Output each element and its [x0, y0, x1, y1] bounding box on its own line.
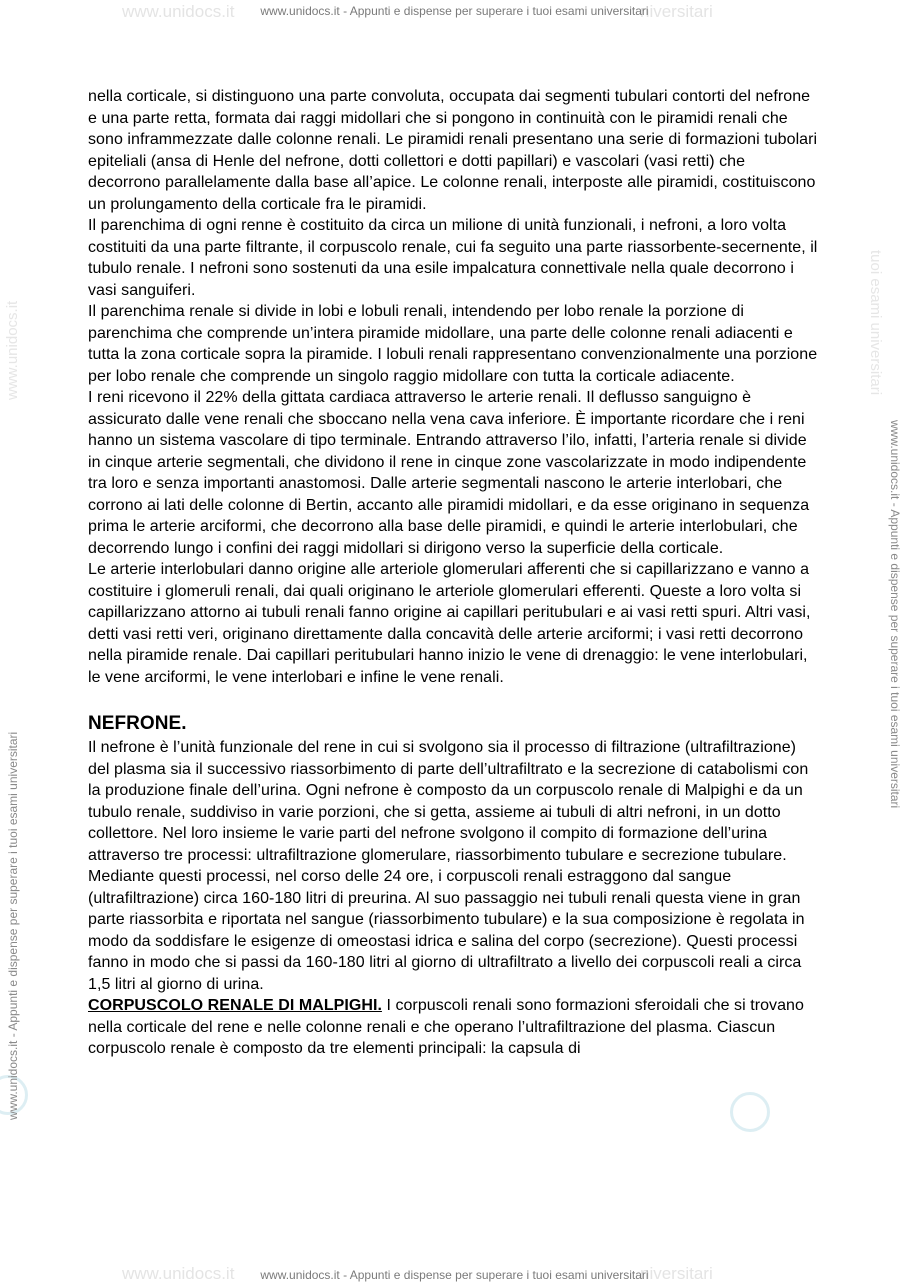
subheading-corpuscolo-renale: CORPUSCOLO RENALE DI MALPIGHI.	[88, 997, 382, 1014]
footer-ghost-watermark: www.unidocs.it	[122, 1264, 235, 1283]
unidocs-logo-mark-right	[730, 1092, 770, 1132]
right-ghost-watermark: tuoi esami universitari	[867, 250, 884, 396]
document-body	[88, 86, 818, 1060]
corpuscolo-text: I corpuscoli renali sono formazioni sferoidali che si trovano nella corticale del rene e nelle colonne renali e che operano l’ultrafiltrazione del plasma. Ciascun corpuscolo renale è composto da tre elementi principali: la capsula di	[88, 997, 804, 1057]
paragraph-vascolarizzazione: I reni ricevono il 22% della gittata cardiaca attraverso le arterie renali. Il deflusso sanguigno è assicurato dalle vene renali che sboccano nella vena cava inferiore. È importante ricordare che i reni hanno un sistema vascolare di tipo terminale. Entrando attraverso l’ilo, infatti, l’arteria renale si divide in cinque arterie segmentali, che dividono il rene in cinque zone vascolarizzate in modo indipendente tra loro e senza importanti anastomosi. Dalle arterie segmentali nascono le arterie interlobari, che corrono ai lati delle colonne di Bertin, accanto alle piramidi midollari, e da esse originano in sequenza prima le arterie arciformi, che decorrono alla base delle piramidi, e quindi le arterie interlobulari, che decorrendo lungo i confini dei raggi midollari si dirigono verso la superficie della corticale.	[88, 389, 810, 557]
paragraph-arterie-interlobulari: Le arterie interlobulari danno origine alle arteriole glomerulari afferenti che si capillarizzano e vanno a costituire i glomeruli renali, dai quali originano le arteriole glomerulari efferenti. Queste a loro volta si capillarizzano attorno ai tubuli renali fanno origine ai capillari peritubulari e ai vasi retti spuri. Altri vasi, detti vasi retti veri, originano direttamente dalla concavità delle arterie arciformi; i vasi retti decorrono nella piramide renale. Dai capillari peritubulari hanno inizio le vene di drenaggio: le vene interlobulari, le vene arciformi, le vene interlobari e infine le vene renali.	[88, 561, 811, 686]
footer-watermark: www.unidocs.it - Appunti e dispense per superare i tuoi esami universitari	[260, 1268, 649, 1282]
footer-ghost-watermark-right: niversitari	[640, 1264, 713, 1283]
paragraph-lobi: Il parenchima renale si divide in lobi e lobuli renali, intendendo per lobo renale la porzione di parenchima che comprende un’intera piramide midollare, una parte delle colonne renali adiacenti e tutta la zona corticale sopra la piramide. I lobuli renali rappresentano convenzionalmente una porzione per lobo renale che comprende un singolo raggio midollare con tutta la corticale adiacente.	[88, 303, 818, 385]
left-ghost-watermark: www.unidocs.it	[4, 300, 21, 400]
paragraph-corticale: nella corticale, si distinguono una parte convoluta, occupata dai segmenti tubulari contorti del nefrone e una parte retta, formata dai raggi midollari che si pongono in continuità con le piramidi renali che sono inframmezzate dalle colonne renali. Le piramidi renali presentano una serie di formazioni tubolari epiteliali (ansa di Henle del nefrone, dotti collettori e dotti papillari) e vascolari (vasi retti) che decorrono parallelamente dalla base all’apice. Le colonne renali, interposte alle piramidi, costituiscono un prolungamento della corticale fra le piramidi.	[88, 88, 818, 213]
right-side-watermark: www.unidocs.it - Appunti e dispense per superare i tuoi esami universitari	[888, 420, 902, 809]
paragraph-nefrone: Il nefrone è l’unità funzionale del rene in cui si svolgono sia il processo di filtrazione (ultrafiltrazione) del plasma sia il successivo riassorbimento di parte dell’ultrafiltrato e la secrezione di catabolismi con la produzione finale dell’urina. Ogni nefrone è composto da un corpuscolo renale di Malpighi e da un tubulo renale, suddiviso in varie porzioni, che si getta, assieme ai tubuli di altri nefroni, in un dotto collettore. Nel loro insieme le varie parti del nefrone svolgono il compito di formazione dell’urina attraverso tre processi: ultrafiltrazione glomerulare, riassorbimento tubulare e secrezione tubulare. Mediante questi processi, nel corso delle 24 ore, i corpuscoli renali estraggono dal sangue (ultrafiltrazione) circa 160-180 litri di preurina. Al suo passaggio nei tubuli renali questa viene in gran parte riassorbita e riportata nel sangue (riassorbimento tubulare) e la sua composizione è regolata in modo da soddisfare le esigenze di omeostasi idrica e salina del corpo (secrezione). Questi processi fanno in modo che si passi da 160-180 litri al giorno di ultrafiltrato a livello dei corpuscoli reali a circa 1,5 litri al giorno di urina.	[88, 739, 809, 993]
paragraph-corpuscolo	[88, 995, 818, 1060]
paragraph-parenchima: Il parenchima di ogni renne è costituito da circa un milione di unità funzionali, i nefroni, a loro volta costituiti da una parte filtrante, il corpuscolo renale, cui fa seguito una parte riassorbente-secernente, il tubulo renale. I nefroni sono sostenuti da una esile impalcatura connettivale nella quale decorrono i vasi sanguiferi.	[88, 217, 818, 299]
header-watermark: www.unidocs.it - Appunti e dispense per superare i tuoi esami universitari	[260, 4, 649, 18]
section-heading-nefrone: NEFRONE.	[88, 713, 187, 734]
left-side-watermark: www.unidocs.it - Appunti e dispense per superare i tuoi esami universitari	[6, 731, 20, 1120]
header-ghost-watermark-right: niversitari	[640, 2, 713, 21]
header-ghost-watermark: www.unidocs.it	[122, 2, 235, 21]
